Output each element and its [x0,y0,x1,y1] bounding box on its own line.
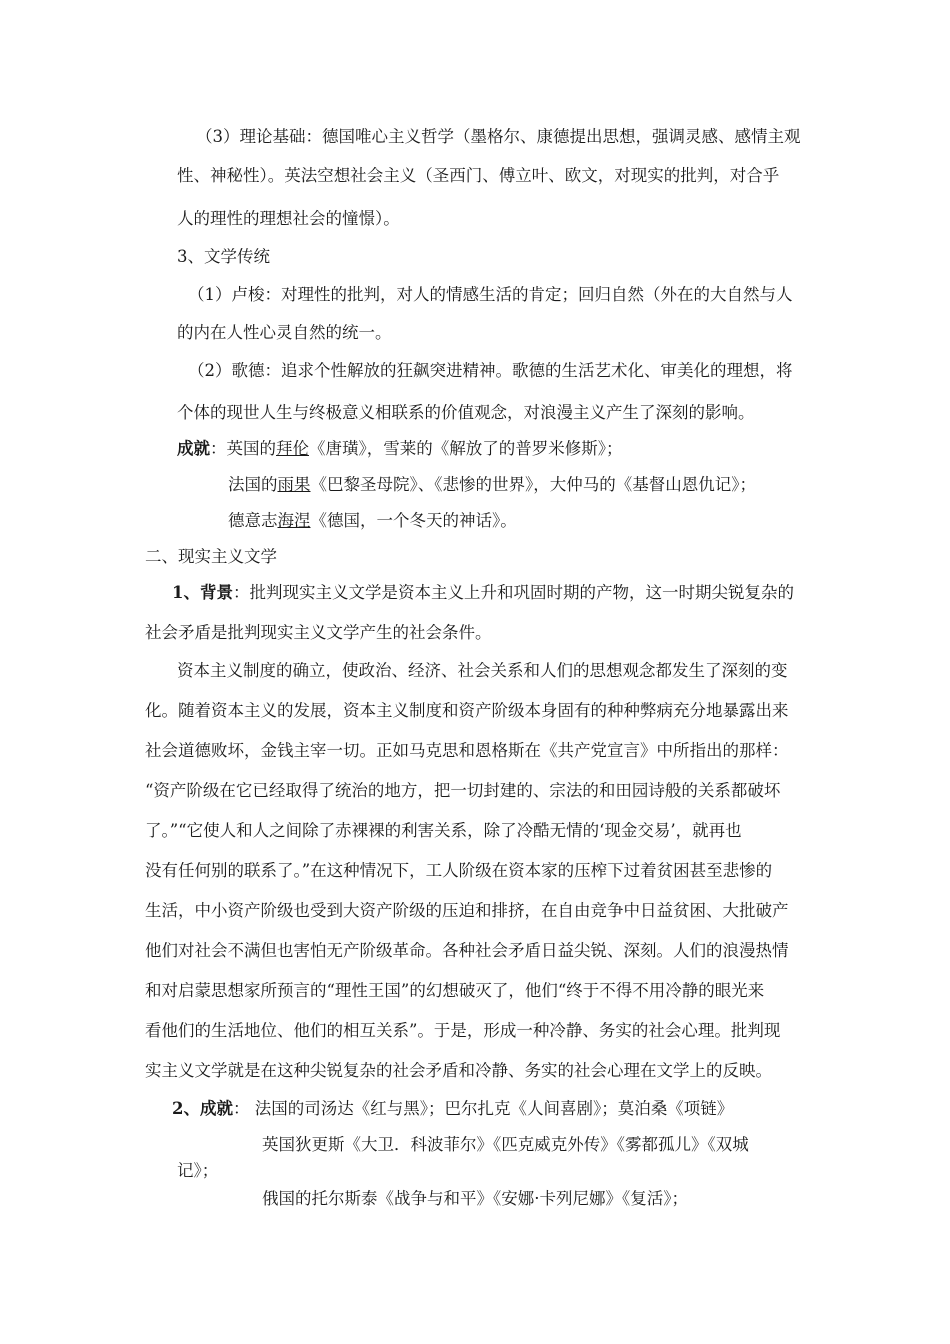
text-line: 性、神秘性）。英法空想社会主义（圣西门、傅立叶、欧文，对现实的批判，对合乎 [177,166,780,185]
text-line: （2）歌德：追求个性解放的狂飙突进精神。歌德的生活艺术化、审美化的理想，将 [188,361,793,380]
author-name: 拜伦 [276,439,309,458]
text-span: 德意志 [228,511,278,530]
text-line: 记》； [177,1161,219,1180]
text-line: 了。”“它使人和人之间除了赤裸裸的利害关系，除了冷酷无情的‘现金交易’，就再也 [145,821,742,840]
text-line: （3）理论基础：德国唯心主义哲学（墨格尔、康德提出思想，强调灵感、感情主观 [196,127,801,146]
text-line: 生活，中小资产阶级也受到大资产阶级的压迫和排挤，在自由竞争中日益贫困、大批破产 [145,901,789,920]
section-heading: 3、文学传统 [177,247,270,266]
text-line: 英国狄更斯《大卫．科波菲尔》《匹克威克外传》《雾都孤儿》《双城 [262,1135,749,1154]
text-line: 看他们的生活地位、他们的相互关系”。于是，形成一种冷静、务实的社会心理。批判现 [145,1021,781,1040]
text-span: 《德国，一个冬天的神话》。 [310,511,517,530]
achievement-line [228,510,517,532]
text-line: “资产阶级在它已经取得了统治的地方，把一切封建的、宗法的和田园诗般的关系都破坏 [145,781,781,800]
achievement-line [172,1098,733,1120]
achievement-label: 2、成就 [172,1099,233,1118]
text-line: （1）卢梭：对理性的批判，对人的情感生活的肯定；回归自然（外在的大自然与人 [188,285,793,304]
text-line: 的内在人性心灵自然的统一。 [177,323,392,342]
text-span: ：批判现实主义文学是资本主义上升和巩固时期的产物，这一时期尖锐复杂的 [232,583,794,602]
achievement-line [177,438,623,460]
text-line: 资本主义制度的确立，使政治、经济、社会关系和人们的思想观念都发生了深刻的变 [177,661,788,680]
text-span: 法国的 [228,475,278,494]
text-line: 他们对社会不满但也害怕无产阶级革命。各种社会矛盾日益尖锐、深刻。人们的浪漫热情 [145,941,789,960]
section-heading: 二、现实主义文学 [145,547,277,566]
text-line: 实主义文学就是在这种尖锐复杂的社会矛盾和冷静、务实的社会心理在文学上的反映。 [145,1061,772,1080]
achievement-label: 成就 [177,439,210,458]
text-line: 社会道德败坏，金钱主宰一切。正如马克思和恩格斯在《共产党宣言》中所指出的那样： [145,741,789,760]
text-span: ： 法国的司汤达《红与黑》；巴尔扎克《人间喜剧》；莫泊桑《项链》 [232,1099,734,1118]
background-label: 1、背景 [172,583,233,602]
text-span: 《巴黎圣母院》、《悲惨的世界》，大仲马的《基督山恩仇记》； [310,475,756,494]
author-name: 海涅 [277,511,311,530]
text-line: 俄国的托尔斯泰《战争与和平》《安娜·卡列尼娜》《复活》； [262,1189,688,1208]
text-line: 社会矛盾是批判现实主义文学产生的社会条件。 [145,623,492,642]
text-span: 《唐璜》，雪莱的《解放了的普罗米修斯》； [309,439,623,458]
text-span: ：英国的 [210,439,276,458]
author-name: 雨果 [277,475,311,494]
text-line: 个体的现世人生与终极意义相联系的价值观念，对浪漫主义产生了深刻的影响。 [177,403,755,422]
text-line: 没有任何别的联系了。”在这种情况下，工人阶级在资本家的压榨下过着贫困甚至悲惨的 [145,861,773,880]
achievement-line [228,474,756,496]
text-line: 人的理性的理想社会的憧憬）。 [177,209,400,228]
text-line: 化。随着资本主义的发展，资本主义制度和资产阶级本身固有的种种弊病充分地暴露出来 [145,701,789,720]
background-line [172,582,794,604]
text-line: 和对启蒙思想家所预言的“理性王国”的幻想破灭了，他们“终于不得不用冷静的眼光来 [145,981,765,1000]
